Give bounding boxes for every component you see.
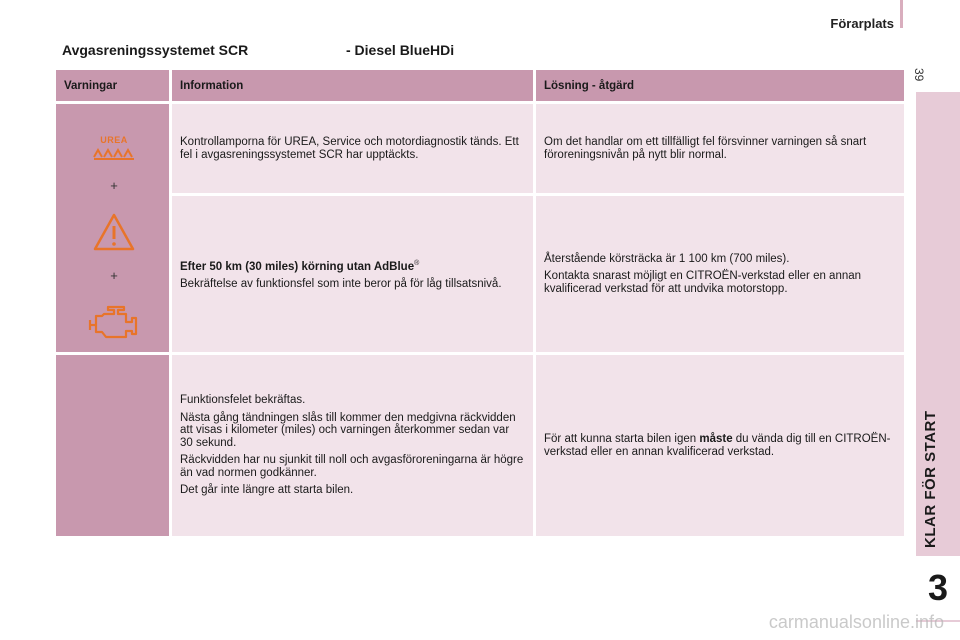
row3-info-p1: Funktionsfelet bekräftas. (180, 394, 306, 407)
table-row (56, 104, 904, 196)
registered-mark: ® (414, 259, 420, 267)
row2-information (172, 196, 536, 355)
header-rule (900, 0, 903, 28)
table-row (56, 196, 904, 355)
table-row (56, 355, 904, 539)
row2-solution (536, 196, 904, 355)
row3-solution-pre: För att kunna starta bilen igen (544, 433, 700, 445)
engine-check-icon (88, 304, 140, 340)
chapter-header: Förarplats (830, 16, 894, 31)
service-warning-icon (92, 212, 136, 252)
chapter-number: 3 (916, 556, 960, 620)
row2-solution-p1: Återstående körsträcka är 1 100 km (700 miles). (544, 252, 790, 265)
row1-info-text: Kontrollamporna för UREA, Service och motordiagnostik tänds. Ett fel i avgasreningssystemet SCR har upptäckts. (180, 136, 519, 161)
sidebar-chapter-label: KLAR FÖR START (922, 410, 939, 548)
row3-solution-post: du vända dig till en CITROËN-verkstad eller en annan kvalificerad verkstad. (544, 433, 891, 458)
row3-info-p4: Det går inte längre att starta bilen. (180, 484, 354, 497)
row3-solution-text (544, 433, 896, 458)
section-subtitle: - Diesel BlueHDi (346, 42, 455, 58)
warning-icons-cell (56, 104, 172, 355)
row3-info-p3: Räckvidden har nu sjunkit till noll och avgasföroreningarna är högre än vad normen godkänner. (180, 454, 524, 479)
row1-information (172, 104, 536, 196)
row1-solution-text: Om det handlar om ett tillfälligt fel försvinner varningen så snart föroreningsnivån på nytt blir normal. (544, 136, 867, 161)
header-warnings: Varningar (56, 70, 172, 104)
row1-solution (536, 104, 904, 196)
plus-sign: + (110, 178, 118, 193)
urea-label: UREA (100, 135, 128, 145)
row3-solution-bold: måste (699, 433, 733, 445)
watermark: carmanualsonline.info (768, 612, 944, 632)
row2-solution-p2: Kontakta snarast möjligt en CITROËN-verkstad eller en annan kvalificerad verkstad för att undvika motorstopp. (544, 270, 862, 295)
row2-info-heading-text: Efter 50 km (30 miles) körning utan AdBlue (180, 260, 415, 273)
row3-information (172, 355, 536, 539)
page-number: 39 (912, 68, 926, 82)
urea-warning-icon (92, 134, 136, 164)
section-title: Avgasreningssystemet SCR (62, 42, 249, 58)
warnings-table (56, 70, 904, 539)
table-header-row (56, 70, 904, 104)
row3-info-p2: Nästa gång tändningen slås till kommer den medgivna räckvidden att visas i kilometer (miles) och varningen återkommer sedan var 30 sekund. (180, 411, 516, 449)
header-information: Information (172, 70, 536, 104)
header-solution: Lösning - åtgärd (536, 70, 904, 104)
row2-info-text: Bekräftelse av funktionsfel som inte beror på för låg tillsatsnivå. (180, 278, 502, 291)
warning-icons-stack (56, 104, 169, 352)
row3-solution (536, 355, 904, 539)
row2-info-heading (180, 258, 525, 273)
plus-sign: + (110, 268, 118, 283)
row3-icon-cell (56, 355, 172, 539)
urea-drops-icon (92, 147, 136, 161)
